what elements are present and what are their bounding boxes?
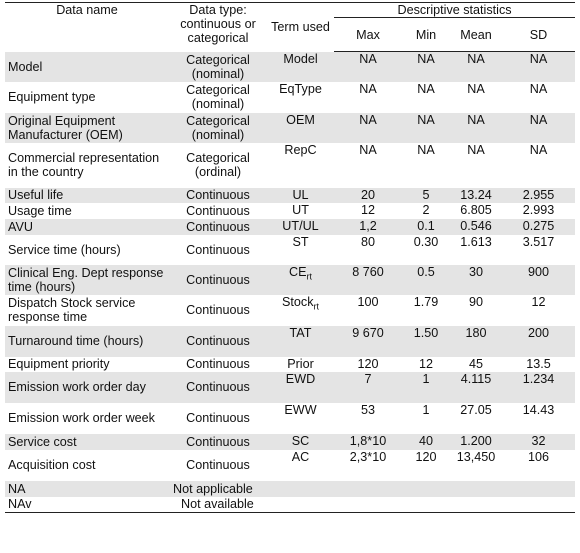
cell-mean: 0.546 — [450, 219, 502, 235]
header-mean: Mean — [450, 18, 502, 52]
cell-term — [267, 326, 334, 357]
cell-mean: 90 — [468, 294, 483, 309]
cell-min: 120 — [415, 449, 437, 464]
cell-sd: 3.517 — [522, 234, 555, 249]
cell-max: 1,2 — [334, 219, 402, 235]
cell-mean: 6.805 — [460, 202, 492, 217]
cell-min: NA — [417, 142, 435, 157]
cell-sd: NA — [529, 81, 548, 96]
cell-term — [267, 188, 334, 203]
term-label: UL — [292, 187, 309, 202]
footnote-row — [5, 497, 575, 513]
table-row — [5, 450, 575, 481]
cell-data-type: Continuous — [186, 242, 250, 257]
table-row — [5, 357, 575, 372]
footnote-empty — [334, 497, 575, 513]
cell-term — [267, 52, 334, 82]
term-label: AC — [291, 449, 310, 464]
footnote-abbr: NAv — [5, 497, 169, 513]
table-row — [5, 113, 575, 143]
cell-max: 120 — [357, 356, 379, 371]
cell-mean: NA — [467, 81, 485, 96]
cell-min: 1.79 — [413, 294, 439, 309]
cell-term — [267, 203, 334, 219]
cell-mean: NA — [467, 142, 485, 157]
footnote-meaning: Not applicable — [169, 481, 334, 497]
header-sd: SD — [502, 18, 575, 52]
cell-max: 2,3*10 — [349, 449, 387, 464]
term-label: ST — [292, 234, 309, 249]
cell-term — [267, 434, 334, 450]
cell-min: NA — [417, 81, 435, 96]
cell-max: 80 — [360, 234, 375, 249]
cell-max: NA — [334, 52, 402, 82]
cell-data-name: Service time (hours) — [8, 242, 121, 257]
cell-data-name: Turnaround time (hours) — [5, 326, 169, 357]
cell-sd: 106 — [528, 449, 550, 464]
cell-data-name: Model — [5, 52, 169, 82]
cell-min: 40 — [402, 434, 450, 450]
cell-sd: 2.993 — [522, 202, 555, 217]
term-label: CE — [289, 264, 307, 279]
cell-sd: 13.5 — [526, 356, 551, 371]
cell-data-type: Continuous — [186, 303, 250, 317]
cell-max: 53 — [360, 402, 375, 417]
header-descriptive-statistics: Descriptive statistics — [334, 3, 575, 18]
cell-data-name: Service cost — [5, 434, 169, 450]
cell-data-name: Acquisition cost — [8, 458, 96, 472]
table-row — [5, 295, 575, 326]
cell-mean: 13,450 — [456, 449, 496, 464]
cell-data-type: Continuous — [186, 458, 250, 472]
cell-sd: 200 — [502, 326, 575, 357]
term-label: UT/UL — [282, 218, 319, 233]
cell-mean: 1.200 — [450, 434, 502, 450]
cell-term — [267, 372, 334, 403]
cell-term — [267, 113, 334, 143]
cell-min: 12 — [418, 356, 433, 371]
cell-max: NA — [359, 81, 377, 96]
cell-sd: 2.955 — [502, 188, 575, 203]
table-row — [5, 372, 575, 403]
table-row — [5, 403, 575, 434]
term-label: RepC — [284, 142, 317, 157]
term-label: Prior — [287, 356, 314, 371]
cell-max: NA — [334, 113, 402, 143]
cell-data-name: Equipment type — [8, 90, 96, 104]
footnote-meaning: Not available — [169, 497, 334, 513]
cell-term — [267, 235, 334, 265]
term-label: EqType — [279, 81, 322, 96]
cell-data-name: Usage time — [8, 203, 72, 218]
cell-sd: 0.275 — [502, 219, 575, 235]
cell-data-type: Categorical (ordinal) — [186, 151, 250, 179]
cell-mean: 27.05 — [460, 402, 492, 417]
header-data-type: Data type: continuous or categorical — [169, 3, 267, 52]
table-body — [5, 52, 575, 513]
cell-term — [267, 219, 334, 235]
cell-mean: 1.613 — [460, 234, 492, 249]
cell-min: 2 — [422, 202, 430, 217]
table-row — [5, 52, 575, 82]
table-row — [5, 326, 575, 357]
cell-data-type: Continuous — [186, 203, 250, 218]
term-label: TAT — [289, 325, 312, 340]
header-data-name: Data name — [5, 3, 169, 52]
cell-data-type: Continuous — [169, 372, 267, 403]
table-row — [5, 434, 575, 450]
cell-min: NA — [402, 113, 450, 143]
cell-sd: 1.234 — [502, 372, 575, 403]
cell-mean: NA — [450, 52, 502, 82]
table-row — [5, 235, 575, 265]
cell-min: 0.1 — [402, 219, 450, 235]
cell-term — [267, 143, 334, 188]
cell-data-type: Continuous — [169, 434, 267, 450]
table-row — [5, 82, 575, 113]
cell-sd: 32 — [502, 434, 575, 450]
cell-sd: NA — [502, 113, 575, 143]
cell-mean: NA — [450, 113, 502, 143]
cell-data-name: Clinical Eng. Dept response time (hours) — [5, 265, 169, 295]
cell-max: NA — [359, 142, 377, 157]
cell-max: 20 — [334, 188, 402, 203]
cell-term — [267, 403, 334, 434]
cell-sd: NA — [529, 142, 548, 157]
cell-max: 1,8*10 — [334, 434, 402, 450]
cell-data-type: Continuous — [169, 219, 267, 235]
cell-max: 100 — [357, 294, 379, 309]
table-header — [5, 3, 575, 52]
cell-sd: NA — [502, 52, 575, 82]
cell-min: 0.5 — [402, 265, 450, 295]
term-label: OEM — [286, 112, 315, 127]
cell-sd: 12 — [531, 294, 546, 309]
cell-min: 1 — [402, 372, 450, 403]
table-row — [5, 265, 575, 295]
cell-mean: 4.115 — [450, 372, 502, 403]
cell-term — [267, 357, 334, 372]
term-label: UT — [292, 202, 309, 217]
cell-min: 5 — [402, 188, 450, 203]
cell-data-name: Dispatch Stock service response time — [8, 296, 136, 324]
term-label: EWD — [285, 371, 316, 386]
footnote-empty — [334, 481, 575, 497]
cell-data-name: Emission work order day — [5, 372, 169, 403]
table-row — [5, 203, 575, 219]
table-row — [5, 188, 575, 203]
header-max: Max — [334, 18, 402, 52]
cell-min: 1 — [422, 402, 430, 417]
cell-min: 1.50 — [402, 326, 450, 357]
term-label: Model — [283, 51, 318, 66]
cell-sd: 900 — [502, 265, 575, 295]
footnote-abbr: NA — [5, 481, 169, 497]
cell-data-name: Original Equipment Manufacturer (OEM) — [5, 113, 169, 143]
cell-data-type: Categorical (nominal) — [169, 113, 267, 143]
cell-data-type: Continuous — [186, 411, 250, 425]
cell-data-type: Categorical (nominal) — [186, 83, 250, 111]
cell-data-name: Commercial representation in the country — [8, 151, 160, 179]
cell-term — [267, 265, 334, 295]
cell-data-type: Categorical (nominal) — [169, 52, 267, 82]
cell-min: NA — [402, 52, 450, 82]
cell-data-name: Equipment priority — [8, 357, 110, 371]
cell-term — [267, 82, 334, 113]
header-min: Min — [402, 18, 450, 52]
cell-mean: 30 — [450, 265, 502, 295]
table-row — [5, 143, 575, 188]
cell-data-type: Continuous — [169, 265, 267, 295]
cell-max: 12 — [360, 202, 375, 217]
cell-term — [267, 295, 334, 326]
cell-data-type: Continuous — [186, 357, 250, 371]
cell-max: 7 — [334, 372, 402, 403]
cell-data-name: Emission work order week — [8, 411, 155, 425]
cell-sd: 14.43 — [522, 402, 555, 417]
term-label: EWW — [284, 402, 317, 417]
cell-data-type: Continuous — [169, 188, 267, 203]
term-subscript: rt — [306, 271, 312, 282]
cell-mean: 180 — [450, 326, 502, 357]
cell-mean: 45 — [468, 356, 483, 371]
table-row — [5, 219, 575, 235]
cell-min: 0.30 — [413, 234, 439, 249]
cell-data-name: AVU — [5, 219, 169, 235]
term-subscript: rt — [313, 301, 319, 312]
header-term-used: Term used — [267, 3, 334, 52]
term-label: SC — [291, 433, 310, 448]
cell-mean: 13.24 — [450, 188, 502, 203]
descriptive-statistics-table — [5, 2, 575, 513]
cell-max: 8 760 — [334, 265, 402, 295]
cell-max: 9 670 — [334, 326, 402, 357]
footnote-row — [5, 481, 575, 497]
cell-term — [267, 450, 334, 481]
cell-data-name: Useful life — [5, 188, 169, 203]
term-label: Stock — [282, 294, 314, 309]
cell-data-type: Continuous — [169, 326, 267, 357]
